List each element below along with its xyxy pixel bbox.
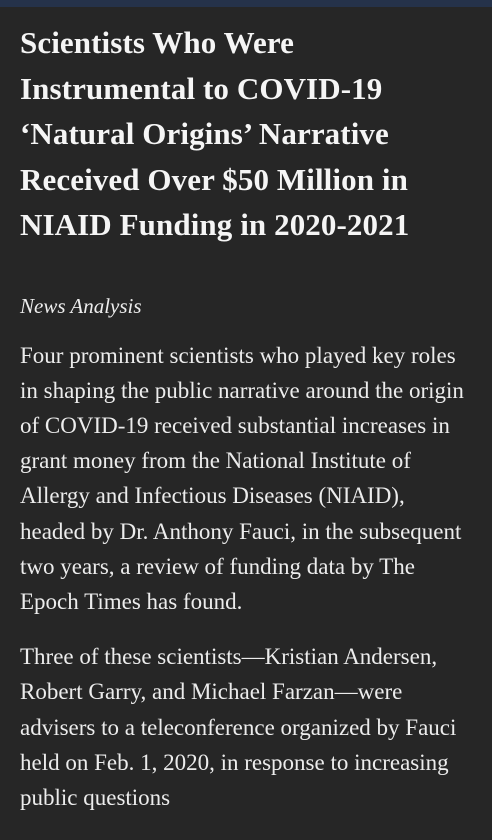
article-headline: Scientists Who Were Instrumental to COVID-19 ‘Natural Origins’ Narrative Received Over $50 Million in NIAID Funding in 2020-2021 xyxy=(20,25,410,242)
article-content xyxy=(20,20,472,815)
section-label-news-analysis: News Analysis xyxy=(20,293,142,318)
article-paragraph-1: Four prominent scientists who played key roles in shaping the public narrative around the origin of COVID-19 received substantial increases in grant money from the National Institute of Allergy and Infectious Diseases (NIAID), headed by Dr. Anthony Fauci, in the subsequent two years, a review of funding data by The Epoch Times has found. xyxy=(20,342,464,614)
article-paragraph-2: Three of these scientists—Kristian Andersen, Robert Garry, and Michael Farzan—were advisers to a teleconference organized by Fauci held on Feb. 1, 2020, in response to increasing public questions xyxy=(20,644,457,810)
top-accent-bar xyxy=(0,0,492,7)
